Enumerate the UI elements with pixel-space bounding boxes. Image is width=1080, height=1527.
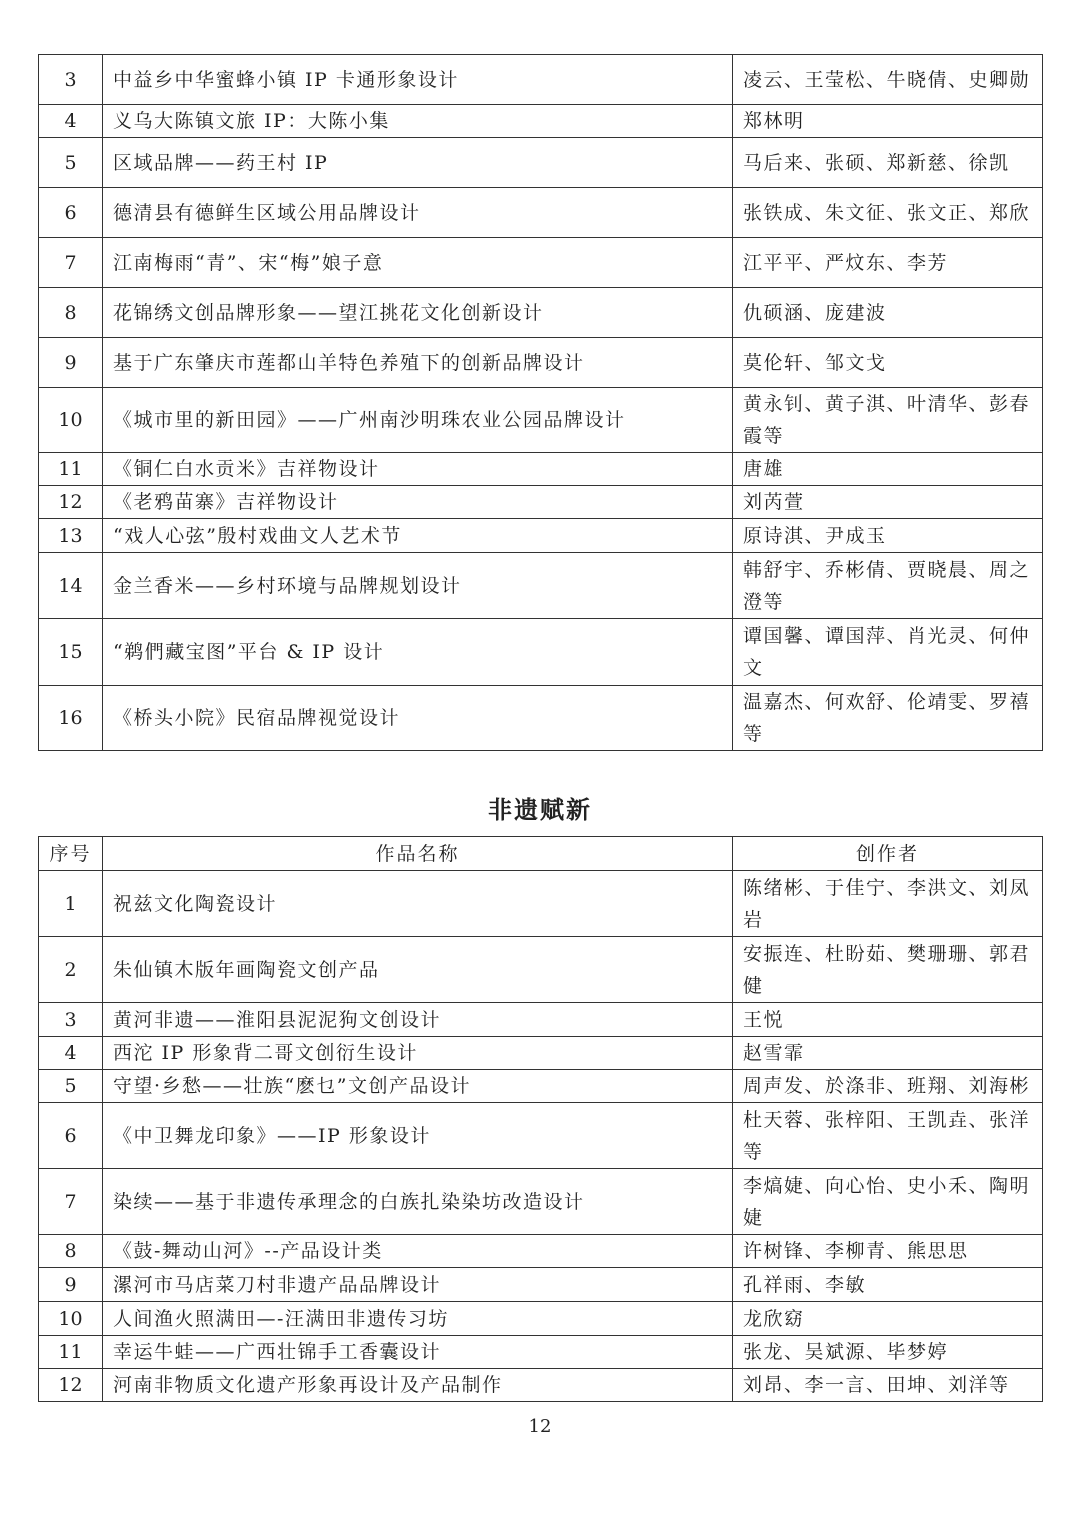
row-number: 9 (39, 338, 103, 388)
table-row (39, 188, 1043, 238)
row-number: 11 (39, 453, 103, 486)
work-title: 江南梅雨“青”、宋“梅”娘子意 (103, 238, 733, 288)
row-number: 5 (39, 1070, 103, 1103)
authors: 王悦 (733, 1003, 1043, 1037)
work-title: 德清县有德鲜生区域公用品牌设计 (103, 188, 733, 238)
work-title: 金兰香米——乡村环境与品牌规划设计 (103, 553, 733, 619)
authors: 唐雄 (733, 453, 1043, 486)
table-row (39, 1037, 1043, 1070)
row-number: 3 (39, 1003, 103, 1037)
work-title: 花锦绣文创品牌形象——望江挑花文化创新设计 (103, 288, 733, 338)
authors: 江平平、严炆东、李芳 (733, 238, 1043, 288)
work-title: 《老鸦苗寨》吉祥物设计 (103, 486, 733, 519)
table-row (39, 238, 1043, 288)
intangible-heritage-table (38, 836, 1043, 1402)
works-table-continued (38, 54, 1043, 751)
authors: 韩舒宇、乔彬倩、贾晓晨、周之澄等 (733, 553, 1043, 619)
work-title: 黄河非遗——淮阳县泥泥狗文创设计 (103, 1003, 733, 1037)
table-row (39, 1169, 1043, 1235)
authors: 张铁成、朱文征、张文正、郑欣 (733, 188, 1043, 238)
row-number: 13 (39, 519, 103, 553)
authors: 陈绪彬、于佳宁、李洪文、刘凤岩 (733, 871, 1043, 937)
authors: 安振连、杜盼茹、樊珊珊、郭君健 (733, 937, 1043, 1003)
work-title: 《城市里的新田园》——广州南沙明珠农业公园品牌设计 (103, 388, 733, 453)
authors: 刘昂、李一言、田坤、刘洋等 (733, 1369, 1043, 1402)
authors: 许树锋、李柳青、熊思思 (733, 1235, 1043, 1268)
page-number: 12 (528, 1416, 552, 1437)
table-row (39, 1070, 1043, 1103)
row-number: 6 (39, 1103, 103, 1169)
table-row (39, 1336, 1043, 1369)
header-title: 作品名称 (103, 837, 733, 871)
authors: 张龙、吴斌源、毕梦婷 (733, 1336, 1043, 1369)
authors: 周声发、於涤非、班翔、刘海彬 (733, 1070, 1043, 1103)
row-number: 5 (39, 138, 103, 188)
table-row (39, 1003, 1043, 1037)
work-title: 染续——基于非遗传承理念的白族扎染染坊改造设计 (103, 1169, 733, 1235)
row-number: 9 (39, 1268, 103, 1302)
work-title: 漯河市马店菜刀村非遗产品品牌设计 (103, 1268, 733, 1302)
table-row (39, 453, 1043, 486)
table-row (39, 553, 1043, 619)
table-row (39, 519, 1043, 553)
work-title: 祝兹文化陶瓷设计 (103, 871, 733, 937)
table-row (39, 138, 1043, 188)
work-title: “戏人心弦”殷村戏曲文人艺术节 (103, 519, 733, 553)
row-number: 3 (39, 55, 103, 105)
authors: 原诗淇、尹成玉 (733, 519, 1043, 553)
work-title: 区域品牌——药王村 IP (103, 138, 733, 188)
table-row (39, 1302, 1043, 1336)
table-row (39, 105, 1043, 138)
row-number: 16 (39, 686, 103, 751)
authors: 杜天蓉、张梓阳、王凯垚、张洋等 (733, 1103, 1043, 1169)
work-title: 幸运牛蛙——广西壮锦手工香囊设计 (103, 1336, 733, 1369)
authors: 刘芮萱 (733, 486, 1043, 519)
row-number: 10 (39, 1302, 103, 1336)
table-row (39, 871, 1043, 937)
row-number: 6 (39, 188, 103, 238)
authors: 温嘉杰、何欢舒、伦靖雯、罗禧等 (733, 686, 1043, 751)
work-title: “鹈們藏宝图”平台 & IP 设计 (103, 619, 733, 686)
work-title: 守望·乡愁——壮族“麽乜”文创产品设计 (103, 1070, 733, 1103)
table-row (39, 288, 1043, 338)
authors: 赵雪霏 (733, 1037, 1043, 1070)
row-number: 14 (39, 553, 103, 619)
table-row (39, 486, 1043, 519)
row-number: 1 (39, 871, 103, 937)
authors: 李熇婕、向心怡、史小禾、陶明婕 (733, 1169, 1043, 1235)
work-title: 河南非物质文化遗产形象再设计及产品制作 (103, 1369, 733, 1402)
work-title: 《中卫舞龙印象》——IP 形象设计 (103, 1103, 733, 1169)
work-title: 人间渔火照满田—-汪满田非遗传习坊 (103, 1302, 733, 1336)
row-number: 7 (39, 1169, 103, 1235)
row-number: 8 (39, 1235, 103, 1268)
authors: 黄永钊、黄子淇、叶清华、彭春霞等 (733, 388, 1043, 453)
table-row (39, 1235, 1043, 1268)
row-number: 7 (39, 238, 103, 288)
table-row (39, 55, 1043, 105)
header-no: 序号 (39, 837, 103, 871)
authors: 孔祥雨、李敏 (733, 1268, 1043, 1302)
table-row (39, 338, 1043, 388)
work-title: 中益乡中华蜜蜂小镇 IP 卡通形象设计 (103, 55, 733, 105)
table-row (39, 619, 1043, 686)
section-title: 非遗赋新 (488, 796, 592, 824)
row-number: 8 (39, 288, 103, 338)
authors: 莫伦轩、邹文戈 (733, 338, 1043, 388)
authors: 谭国馨、谭国萍、肖光灵、何仲文 (733, 619, 1043, 686)
header-authors: 创作者 (733, 837, 1043, 871)
work-title: 《铜仁白水贡米》吉祥物设计 (103, 453, 733, 486)
work-title: 朱仙镇木版年画陶瓷文创产品 (103, 937, 733, 1003)
row-number: 11 (39, 1336, 103, 1369)
row-number: 15 (39, 619, 103, 686)
work-title: 《鼓-舞动山河》--产品设计类 (103, 1235, 733, 1268)
table-row (39, 1103, 1043, 1169)
authors: 凌云、王莹松、牛晓倩、史卿勋 (733, 55, 1043, 105)
authors: 郑林明 (733, 105, 1043, 138)
row-number: 4 (39, 1037, 103, 1070)
work-title: 义乌大陈镇文旅 IP：大陈小集 (103, 105, 733, 138)
table-row (39, 937, 1043, 1003)
table-row (39, 388, 1043, 453)
work-title: 基于广东肇庆市莲都山羊特色养殖下的创新品牌设计 (103, 338, 733, 388)
work-title: 《桥头小院》民宿品牌视觉设计 (103, 686, 733, 751)
table-header-row (39, 837, 1043, 871)
row-number: 12 (39, 1369, 103, 1402)
authors: 龙欣窈 (733, 1302, 1043, 1336)
authors: 马后来、张硕、郑新慈、徐凯 (733, 138, 1043, 188)
row-number: 12 (39, 486, 103, 519)
table-row (39, 1268, 1043, 1302)
authors: 仇硕涵、庞建波 (733, 288, 1043, 338)
row-number: 10 (39, 388, 103, 453)
work-title: 西沱 IP 形象背二哥文创衍生设计 (103, 1037, 733, 1070)
row-number: 2 (39, 937, 103, 1003)
row-number: 4 (39, 105, 103, 138)
table-row (39, 686, 1043, 751)
table-row (39, 1369, 1043, 1402)
